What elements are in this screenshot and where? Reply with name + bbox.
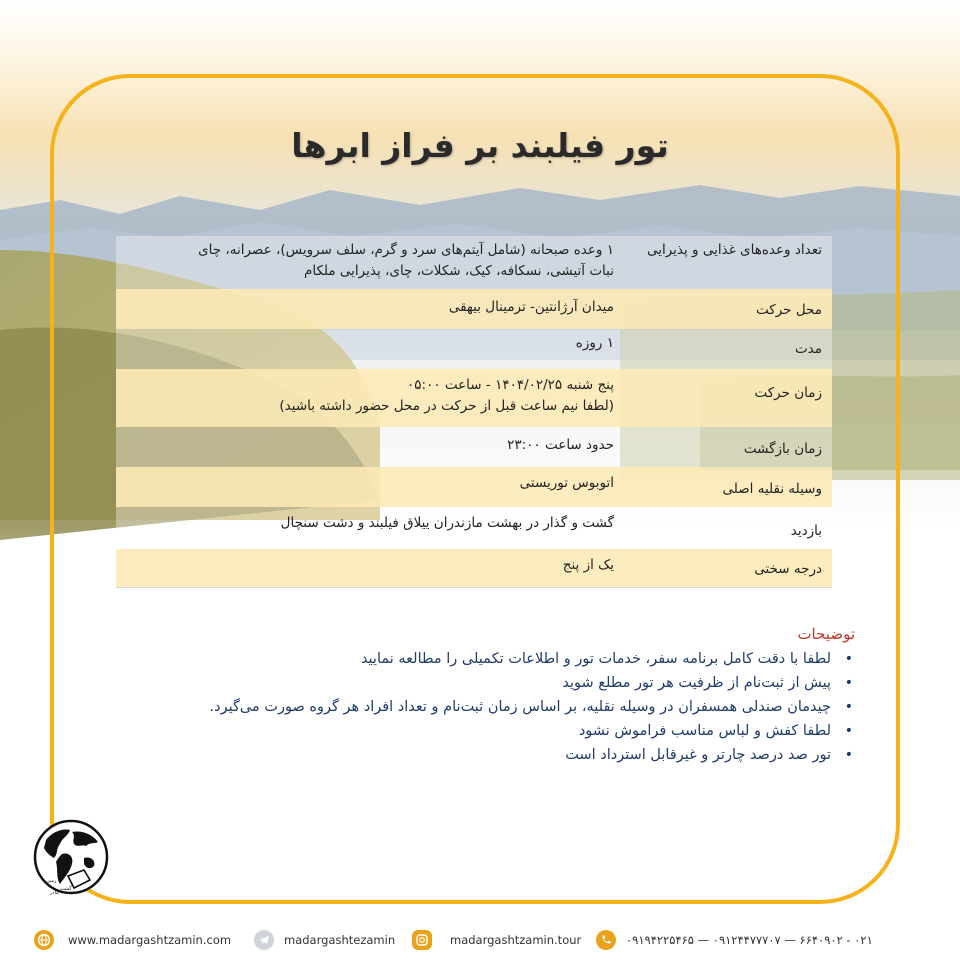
row-label: درجه سختی <box>754 561 822 577</box>
website-text: www.madargashtzamin.com <box>68 933 232 947</box>
details-row-vehicle <box>116 467 832 507</box>
row-value: اتوبوس توریستی <box>519 475 614 491</box>
row-label: تعداد وعده‌های غذایی و پذیرایی <box>646 242 822 258</box>
instagram-text: madargashtzamin.tour <box>450 933 582 947</box>
row-value: پنج شنبه ۱۴۰۴/۰۲/۲۵ - ساعت ۰۵:۰۰ (لطفا نیم ساعت قبل از حرکت در محل حضور داشته باشید) <box>279 377 614 414</box>
row-label: بازدید <box>790 523 822 539</box>
web-icon <box>34 930 54 950</box>
footer-telegram[interactable] <box>254 920 395 960</box>
details-row-return-time <box>116 427 832 467</box>
logo-text-bottom: مادر <box>50 890 59 896</box>
list-item: • تور صد درصد چارتر و غیرقابل استرداد است <box>60 743 831 767</box>
phone-icon <box>596 930 616 950</box>
list-item: • چیدمان صندلی همسفران در وسیله نقلیه، بر اساس زمان ثبت‌نام و تعداد افراد هر گروه صورت می‌گیرد. <box>60 695 831 719</box>
details-row-difficulty <box>116 549 832 587</box>
bullet-icon: • <box>844 723 853 739</box>
details-row-departure-time <box>116 369 832 427</box>
row-value: حدود ساعت ۲۳:۰۰ <box>507 437 614 453</box>
row-label: زمان بازگشت <box>743 441 822 457</box>
telegram-text: madargashtezamin <box>284 933 396 947</box>
row-value: ۱ روزه <box>575 335 614 351</box>
telegram-icon <box>254 930 274 950</box>
list-item: • لطفا کفش و لباس مناسب فراموش نشود <box>60 719 831 743</box>
details-row-departure-place <box>116 289 832 329</box>
phones-text: ۰۲۱ - ۶۶۴۰۹۰۲ — ۰۹۱۲۴۴۷۷۷۰۷ — ۰۹۱۹۴۲۲۵۴۶۵ <box>626 933 873 947</box>
bullet-icon: • <box>844 747 853 763</box>
logo-text-mid: گشت <box>60 886 72 892</box>
details-row-visit <box>116 507 832 549</box>
notes-list <box>60 647 855 767</box>
logo-text-top: زمین <box>46 878 57 884</box>
row-label: زمان حرکت <box>754 385 822 401</box>
row-value: گشت و گذار در بهشت مازندران ییلاق فیلبند و دشت سنچال <box>280 515 614 531</box>
row-value: ۱ وعده صبحانه (شامل آیتم‌های سرد و گرم، سلف سرویس)، عصرانه، چای نبات آتیشی، نسکافه، کیک، شکلات، چای، پذیرایی ملکام <box>198 242 614 279</box>
instagram-icon <box>412 930 432 950</box>
company-logo <box>32 818 110 896</box>
list-item: • پیش از ثبت‌نام از ظرفیت هر تور مطلع شوید <box>60 671 831 695</box>
row-label: وسیله نقلیه اصلی <box>722 481 822 497</box>
row-label: مدت <box>794 341 822 357</box>
list-item: • لطفا با دقت کامل برنامه سفر، خدمات تور و اطلاعات تکمیلی را مطالعه نمایید <box>60 647 831 671</box>
page-title: تور فیلبند بر فراز ابرها <box>291 126 669 165</box>
row-label: محل حرکت <box>756 302 822 318</box>
row-value: یک از پنج <box>562 557 614 573</box>
footer-instagram[interactable] <box>412 920 581 960</box>
bullet-icon: • <box>844 699 853 715</box>
tour-details-table <box>116 236 832 588</box>
footer-phones[interactable] <box>596 920 873 960</box>
notes-section <box>60 625 855 767</box>
footer-website[interactable] <box>34 920 231 960</box>
footer <box>0 920 960 960</box>
details-row-duration <box>116 329 832 369</box>
bullet-icon: • <box>844 675 853 691</box>
bullet-icon: • <box>844 651 853 667</box>
notes-title: توضیحات <box>797 625 855 643</box>
row-value: میدان آرژانتین- ترمینال بیهقی <box>448 299 614 315</box>
details-row-meals <box>116 237 832 289</box>
